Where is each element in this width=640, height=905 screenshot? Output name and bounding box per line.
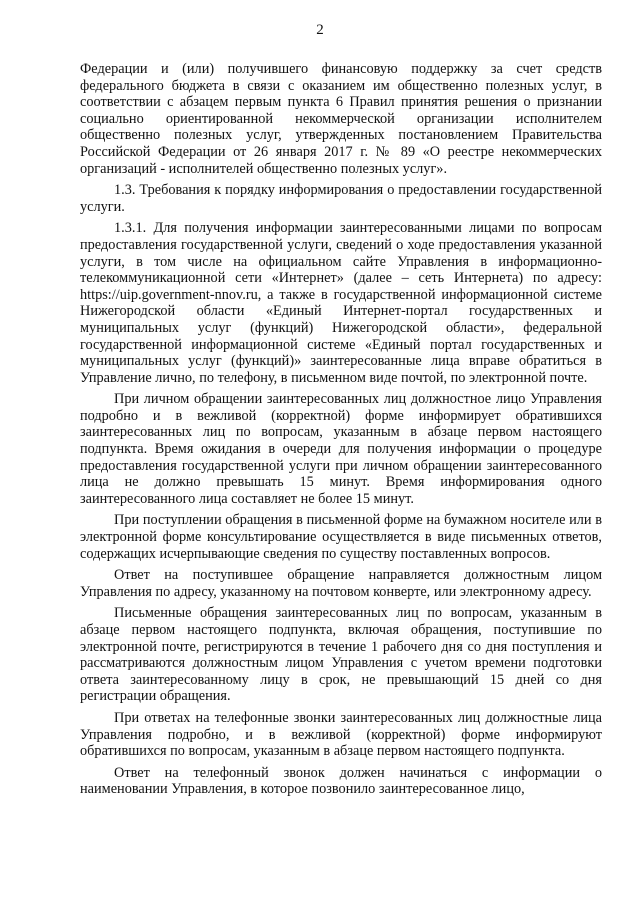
document-body xyxy=(80,61,602,803)
paragraph-written-request: При поступлении обращения в письменной форме на бумажном носителе или в электронной форме консультирование осуществляется в виде письменных ответов, содержащих исчерпывающие сведения по существу поставленных вопросов. xyxy=(80,512,602,562)
page-number: 2 xyxy=(316,22,324,38)
paragraph-registration: Письменные обращения заинтересованных лиц по вопросам, указанным в абзаце первом настоящего подпункта, включая обращения, поступившие по электронной почте, регистрируются в течение 1 рабочего дня со дня поступления и рассматриваются должностным лицом Управления с учетом времени подготовки ответа заинтересованному лицу в срок, не превышающий 15 дней со дня регистрации обращения. xyxy=(80,605,602,705)
paragraph-answer-address: Ответ на поступившее обращение направляется должностным лицом Управления по адресу, указанному на почтовом конверте, или электронному адресу. xyxy=(80,567,602,600)
paragraph-personal-visit: При личном обращении заинтересованных лиц должностное лицо Управления подробно и в вежливой (корректной) форме информирует обратившихся заинтересованных лиц по вопросам, указанным в абзаце первом настоящего подпункта. Время ожидания в очереди для получения информации о процедуре предоставления государственной услуги при личном обращении заинтересованного лица не должно превышать 15 минут. Время информирования одного заинтересованного лица составляет не более 15 минут. xyxy=(80,391,602,507)
paragraph-phone-calls: При ответах на телефонные звонки заинтересованных лиц должностные лица Управления подробно, и в вежливой (корректной) форме информируют обратившихся по вопросам, указанным в абзаце первом настоящего подпункта. xyxy=(80,709,602,760)
paragraph-continuation: Федерации и (или) получившего финансовую поддержку за счет средств федерального бюджета в связи с оказанием им общественно полезных услуг, в соответствии с абзацем первым пункта 6 Правил принятия решения о признании социально ориентированной некоммерческой организации исполнителем общественно полезных услуг, утвержденных постановлением Правительства Российской Федерации от 26 января 2017 г. № 89 «О реестре некоммерческих организаций - исполнителей общественно полезных услуг». xyxy=(80,61,602,177)
section-heading-1-3: 1.3. Требования к порядку информирования о предоставлении государственной услуги. xyxy=(80,182,602,215)
paragraph-1-3-1: 1.3.1. Для получения информации заинтересованными лицами по вопросам предоставления государственной услуги, сведений о ходе предоставления указанной услуги, в том числе на официальном сайте Управления в информационно-телекоммуникационной сети «Интернет» (далее – сеть Интернета) по адресу: https://uip.government-nnov.ru, а также в государственной информационной системе Нижегородской области «Единый Интернет-портал государственных и муниципальных услуг (функций) Нижегородской области», федеральной государственной информационной системе «Единый портал государственных и муниципальных услуг (функций)» заинтересованные лица вправе обратиться в Управление лично, по телефону, в письменном виде почтой, по электронной почте. xyxy=(80,220,602,386)
paragraph-phone-answer: Ответ на телефонный звонок должен начинаться с информации о наименовании Управления, в которое позвонило заинтересованное лицо, xyxy=(80,764,602,798)
